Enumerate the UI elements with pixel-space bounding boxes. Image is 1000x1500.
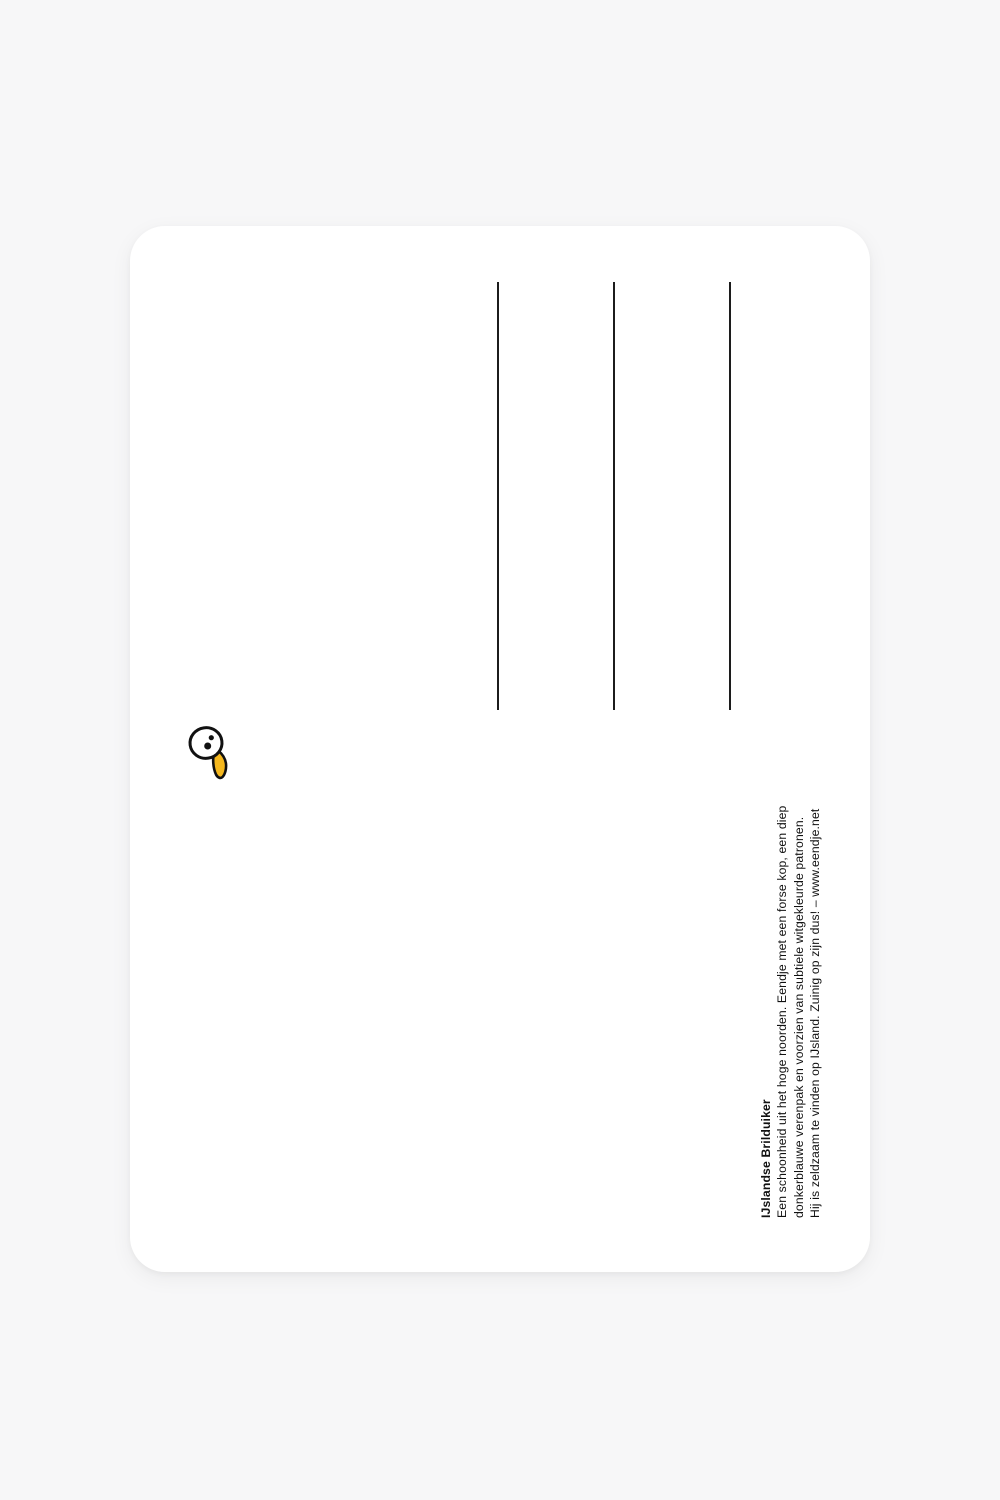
address-line	[497, 282, 499, 710]
address-line	[729, 282, 731, 710]
duck-logo-icon	[187, 723, 231, 785]
postcard-back	[130, 226, 870, 1272]
caption-line: Een schoonheid uit het hoge noorden. Eendje met een forse kop, een diep	[775, 805, 790, 1218]
caption-line: Hij is zeldzaam te vinden op IJsland. Zuinig op zijn dus! – www.eendje.net	[807, 808, 822, 1218]
caption-line: donkerblauwe verenpak en voorzien van subtiele witgekleurde patronen.	[791, 816, 806, 1218]
caption-title: IJslandse Brilduiker	[759, 1099, 773, 1218]
caption-block	[758, 805, 823, 1218]
address-line	[613, 282, 615, 710]
address-lines	[497, 282, 731, 710]
